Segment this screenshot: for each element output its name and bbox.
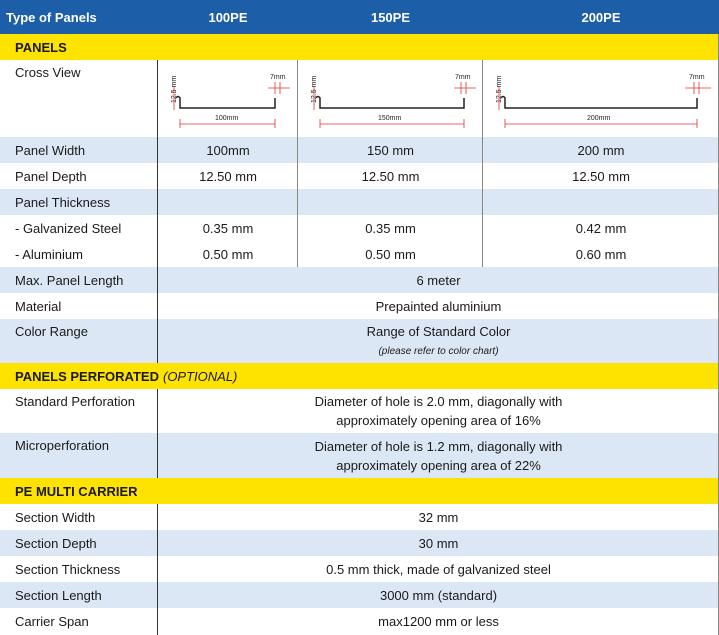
header-200pe: 200PE (581, 9, 621, 25)
section-depth-label: Section Depth (15, 535, 97, 551)
row-microperforation (0, 433, 719, 478)
color-range-value: Range of Standard Color (366, 323, 511, 339)
section-perforated-title (0, 363, 719, 389)
carrier-span-label: Carrier Span (15, 614, 89, 629)
section-thickness-value: 0.5 mm thick, made of galvanized steel (326, 561, 551, 577)
section-depth-value: 30 mm (418, 535, 459, 551)
d2-lip-label: 7mm (455, 74, 471, 81)
row-section-width (0, 504, 719, 530)
row-color-range (0, 319, 719, 363)
row-cross-view (0, 60, 719, 136)
section-perforated-label: PANELS PERFORATED (15, 368, 159, 384)
color-range-cell (158, 319, 719, 363)
panel-width-200pe: 200 mm (577, 142, 625, 158)
material-value: Prepainted aluminium (375, 298, 502, 314)
row-section-length (0, 582, 719, 608)
material-label: Material (15, 298, 62, 314)
max-length-value: 6 meter (416, 272, 461, 288)
d3-height-label: 12.5 mm (496, 75, 503, 103)
aluminium-150pe: 0.50 mm (365, 246, 416, 262)
row-section-depth (0, 530, 719, 556)
row-aluminium (0, 241, 719, 267)
header-150pe: 150PE (370, 9, 411, 25)
d1-lip-label: 7mm (270, 74, 286, 81)
standard-perf-cell (158, 389, 719, 433)
d1-width-label: 100mm (215, 115, 239, 122)
section-perforated-optional: (OPTIONAL) (162, 368, 238, 384)
divider-col-150-200 (482, 60, 483, 267)
galvanized-200pe: 0.42 mm (575, 220, 627, 236)
divider-label-col-carrier (157, 504, 158, 635)
row-carrier-span (0, 608, 719, 635)
row-panel-thickness (0, 189, 719, 215)
panel-width-label: Panel Width (15, 142, 86, 158)
cross-view-diagram-100pe (162, 62, 294, 130)
row-max-panel-length (0, 267, 719, 293)
micro-perf-line1: Diameter of hole is 1.2 mm, diagonally with (314, 438, 563, 454)
row-panel-width (0, 137, 719, 163)
aluminium-200pe: 0.60 mm (575, 246, 627, 262)
divider-col-100-150 (297, 60, 298, 267)
d1-height-label: 12.5 mm (171, 75, 178, 103)
header-row (0, 0, 719, 34)
panel-depth-200pe: 12.50 mm (572, 168, 630, 184)
section-panels-title: PANELS (15, 39, 67, 55)
cross-view-label: Cross View (15, 65, 81, 80)
panel-depth-label: Panel Depth (15, 168, 87, 184)
standard-perf-line1: Diameter of hole is 2.0 mm, diagonally with (314, 394, 563, 409)
panel-width-100pe: 100mm (206, 142, 250, 158)
section-thickness-label: Section Thickness (15, 561, 121, 577)
section-carrier (0, 478, 719, 504)
section-width-label: Section Width (15, 509, 96, 525)
section-panels (0, 34, 719, 60)
aluminium-label: - Aluminium (15, 246, 83, 262)
d2-height-label: 12.5 mm (311, 75, 318, 103)
row-material (0, 293, 719, 319)
panel-width-150pe: 150 mm (367, 142, 414, 158)
d3-width-label: 200mm (587, 115, 611, 122)
divider-label-col-perforated (157, 389, 158, 478)
section-width-value: 32 mm (418, 509, 459, 525)
row-galvanized-steel (0, 215, 719, 241)
micro-perf-label: Microperforation (15, 438, 109, 453)
galvanized-label: - Galvanized Steel (15, 220, 122, 236)
panel-depth-100pe: 12.50 mm (199, 168, 257, 184)
panel-thickness-label: Panel Thickness (15, 194, 111, 210)
standard-perf-label: Standard Perforation (15, 394, 135, 409)
cross-view-diagram-200pe (487, 62, 715, 130)
divider-label-col-panels (157, 60, 158, 363)
aluminium-100pe: 0.50 mm (202, 246, 254, 262)
galvanized-150pe: 0.35 mm (365, 220, 416, 236)
color-range-note: (please refer to color chart) (378, 345, 499, 357)
d3-lip-label: 7mm (689, 74, 705, 81)
section-length-value: 3000 mm (standard) (379, 587, 498, 603)
standard-perf-line2: approximately opening area of 16% (336, 413, 541, 428)
section-length-label: Section Length (15, 587, 102, 603)
header-100pe: 100PE (208, 9, 248, 25)
row-panel-depth (0, 163, 719, 189)
panel-depth-150pe: 12.50 mm (361, 168, 420, 184)
section-carrier-title: PE MULTI CARRIER (15, 483, 138, 499)
micro-perf-cell (158, 433, 719, 478)
cross-view-diagram-150pe (302, 62, 479, 130)
d2-width-label: 150mm (378, 115, 402, 122)
micro-perf-line2: approximately opening area of 22% (336, 457, 541, 473)
carrier-span-value: max1200 mm or less (378, 614, 499, 629)
row-standard-perforation (0, 389, 719, 433)
color-range-label: Color Range (15, 324, 88, 339)
max-length-label: Max. Panel Length (15, 272, 124, 288)
row-section-thickness (0, 556, 719, 582)
header-type-label: Type of Panels (6, 9, 97, 25)
galvanized-100pe: 0.35 mm (202, 220, 254, 236)
section-perforated (0, 363, 719, 389)
